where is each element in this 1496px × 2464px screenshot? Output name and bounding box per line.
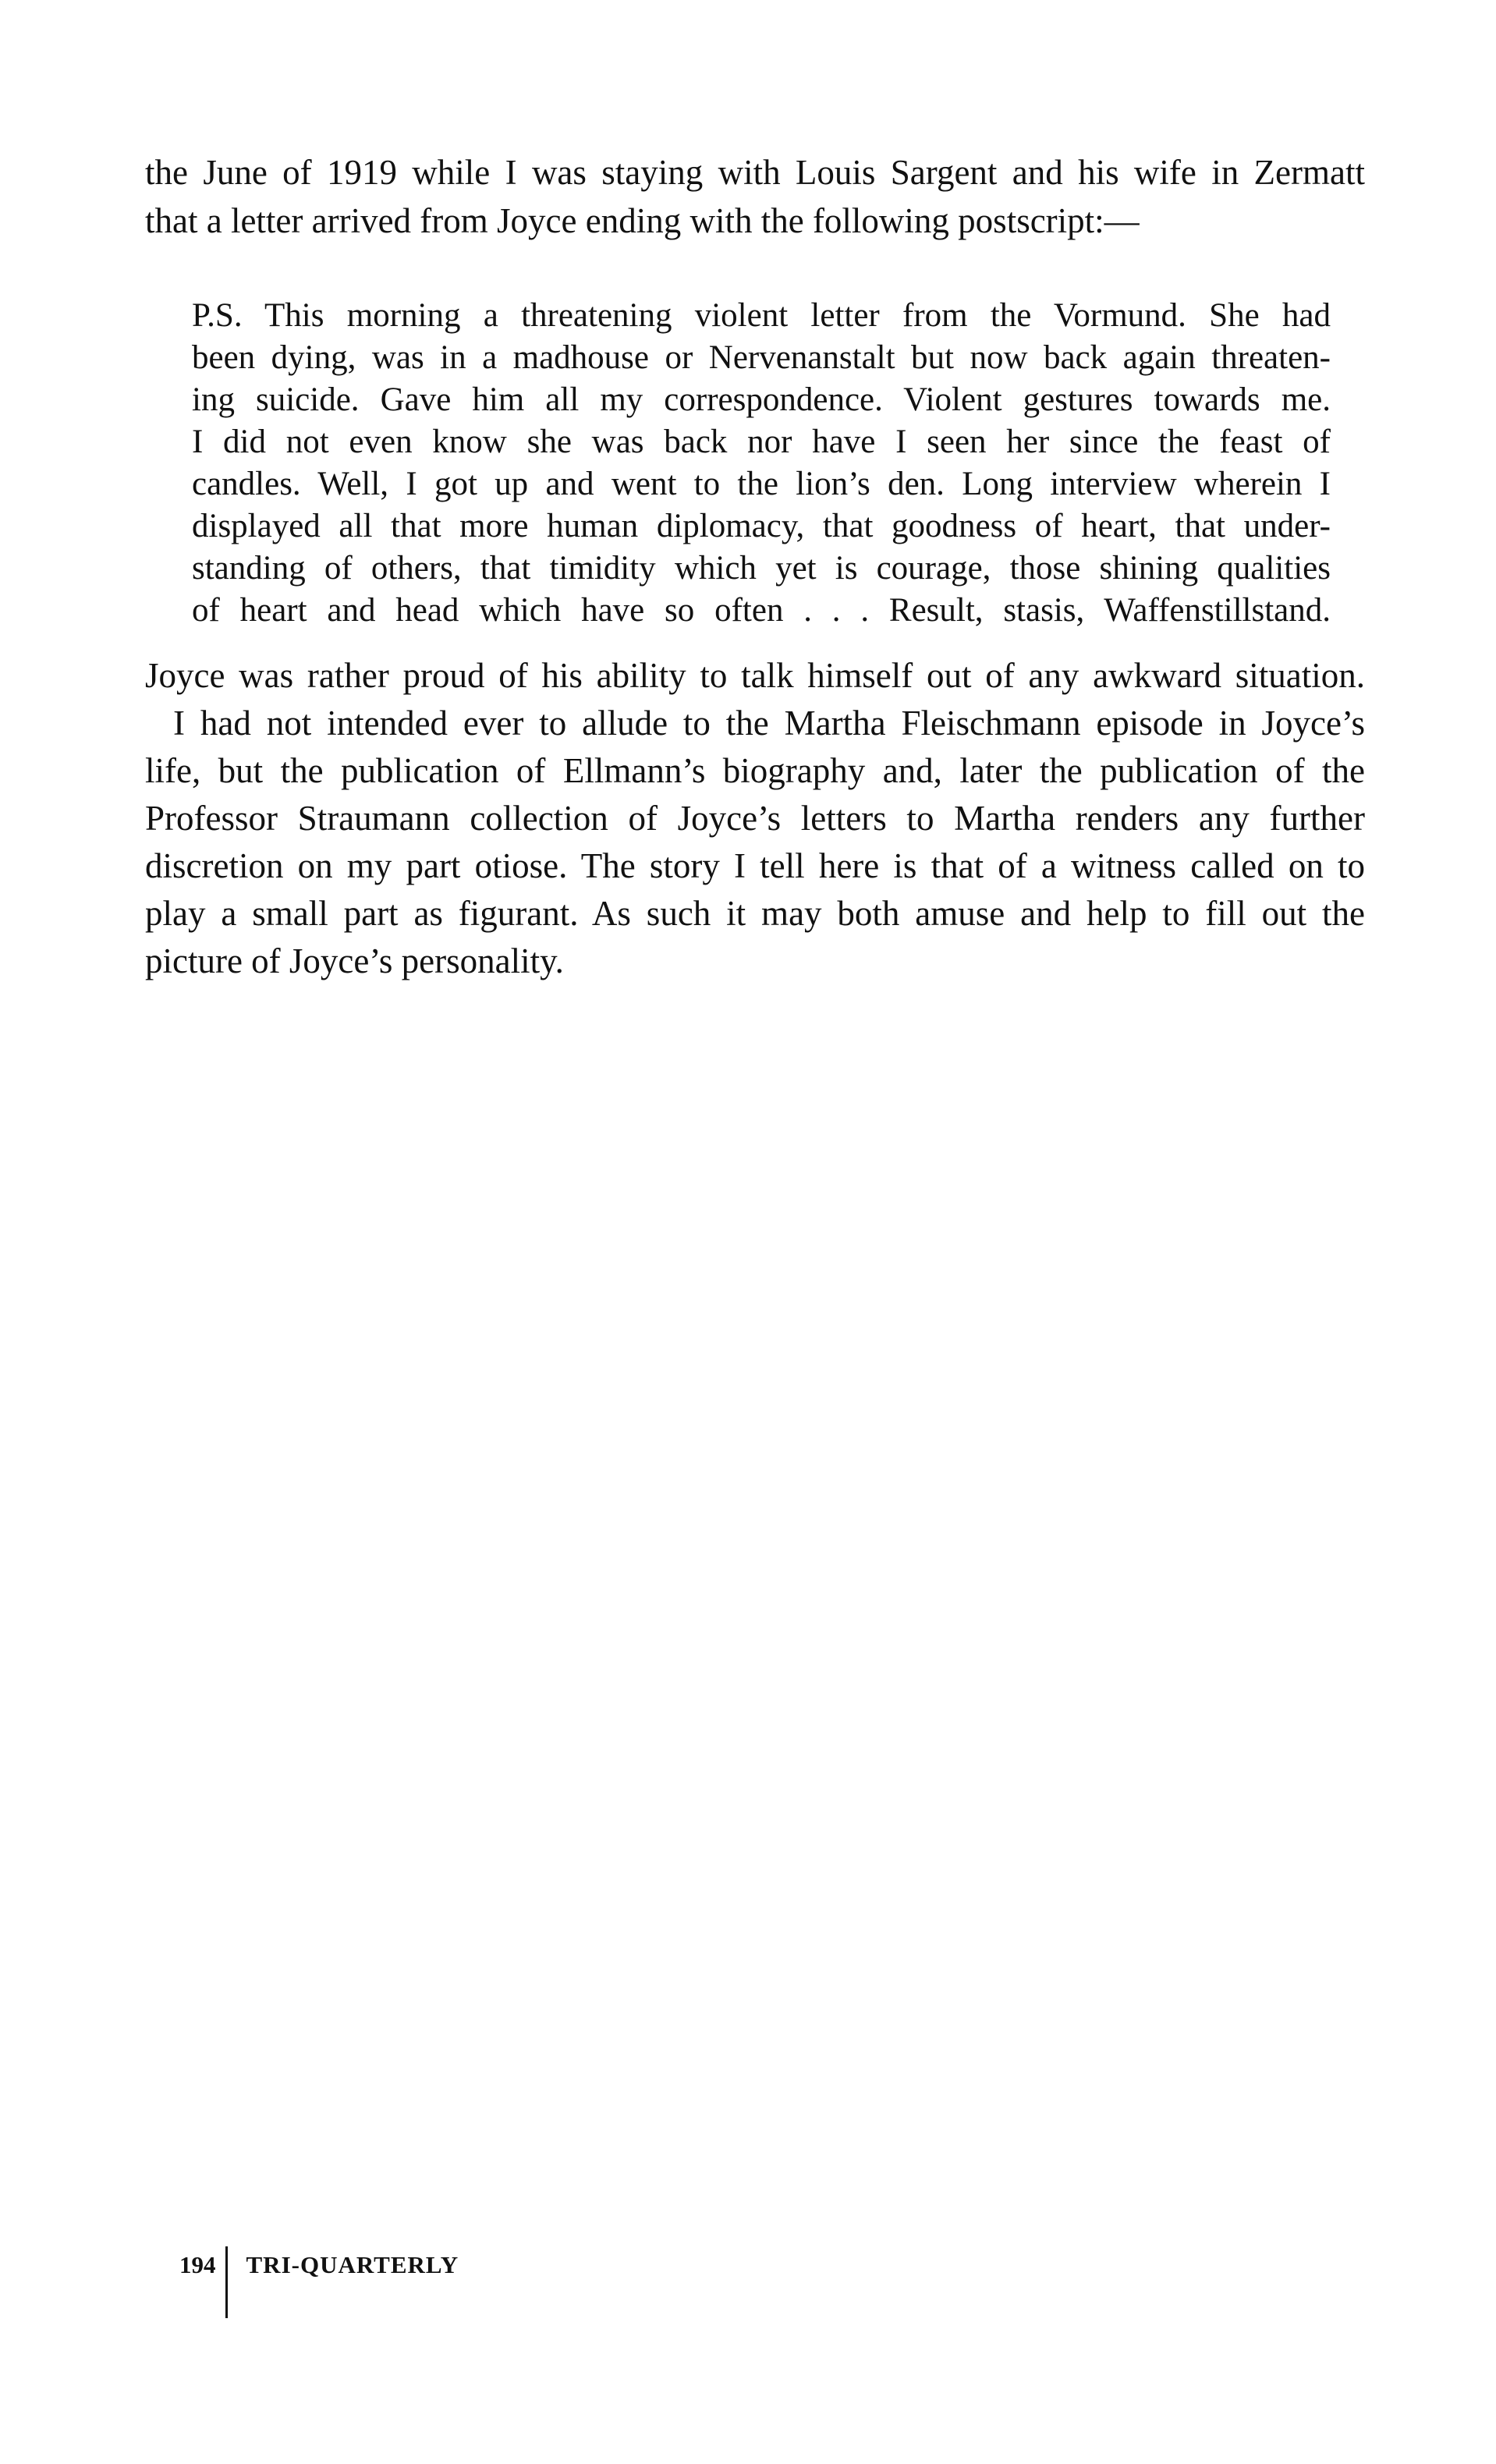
journal-title: TRI-QUARTERLY	[246, 2251, 459, 2278]
quote-line: standing of others, that timidity which yet is courage, those shining qualities	[192, 550, 1331, 587]
letter-postscript-quote	[192, 295, 1331, 632]
quote-line: P.S. This morning a threatening violent letter from the Vormund. She had	[192, 297, 1331, 334]
text-line: Joyce was rather proud of his ability to talk himself out of any awkward situation.	[145, 656, 1365, 695]
text-line: play a small part as figurant. As such it may both amuse and help to fill out the	[145, 894, 1365, 933]
opening-paragraph	[145, 148, 1365, 245]
body-paragraphs	[145, 652, 1365, 985]
page-number: 194	[179, 2251, 216, 2278]
text-line: discretion on my part otiose. The story I tell here is that of a witness called on to	[145, 846, 1365, 885]
text-line: Professor Straumann collection of Joyce’s letters to Martha renders any further	[145, 799, 1365, 838]
quote-line: candles. Well, I got up and went to the lion’s den. Long interview wherein I	[192, 466, 1331, 502]
quote-line: I did not even know she was back nor have I seen her since the feast of	[192, 424, 1331, 460]
quote-line: ing suicide. Gave him all my correspondence. Violent gestures towards me.	[192, 381, 1331, 418]
text-line: I had not intended ever to allude to the Martha Fleischmann episode in Joyce’s	[173, 704, 1365, 743]
quote-line: been dying, was in a madhouse or Nervenanstalt but now back again threaten-	[192, 339, 1331, 376]
quote-line: displayed all that more human diplomacy, that goodness of heart, that under-	[192, 508, 1331, 544]
page-footer	[179, 2246, 459, 2318]
text-line: picture of Joyce’s personality.	[145, 941, 564, 980]
text-line: life, but the publication of Ellmann’s biography and, later the publication of the	[145, 751, 1365, 790]
text-line: the June of 1919 while I was staying with Louis Sargent and his wife in Zermatt	[145, 153, 1365, 192]
quote-line: of heart and head which have so often . . . Result, stasis, Waffenstillstand.	[192, 592, 1331, 629]
text-line: that a letter arrived from Joyce ending with the following postscript:—	[145, 201, 1140, 240]
